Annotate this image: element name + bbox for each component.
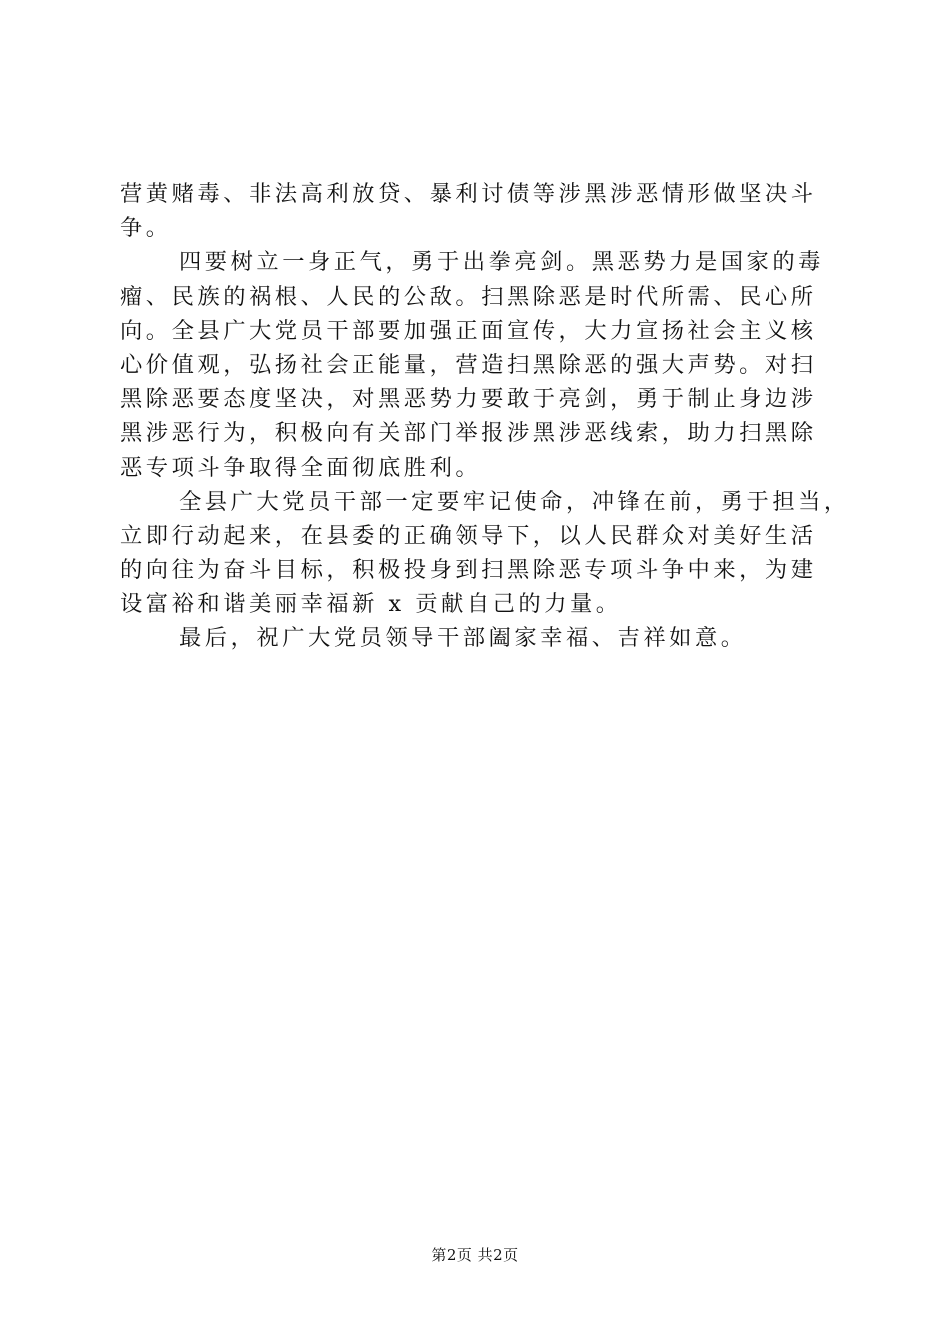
text-line: 四要树立一身正气，勇于出拳亮剑。黑恶势力是国家的毒 bbox=[179, 249, 824, 276]
text-line: 的向往为奋斗目标，积极投身到扫黑除恶专项斗争中来，为建 bbox=[120, 557, 817, 584]
text-line: 向。全县广大党员干部要加强正面宣传，大力宣扬社会主义核 bbox=[120, 317, 817, 344]
text-line: 心价值观，弘扬社会正能量，营造扫黑除恶的强大声势。对扫 bbox=[120, 351, 817, 378]
text-line: 营黄赌毒、非法高利放贷、暴利讨债等涉黑涉恶情形做坚决斗 bbox=[120, 181, 817, 207]
text-line: 争。 bbox=[120, 215, 172, 242]
text-line: 全县广大党员干部一定要牢记使命，冲锋在前，勇于担当， bbox=[179, 488, 850, 515]
text-line: 黑除恶要态度坚决，对黑恶势力要敢于亮剑，勇于制止身边涉 bbox=[120, 386, 817, 413]
text-line: 立即行动起来，在县委的正确领导下，以人民群众对美好生活 bbox=[120, 522, 817, 549]
text-line: 黑涉恶行为，积极向有关部门举报涉黑涉恶线索，助力扫黑除 bbox=[120, 420, 817, 447]
text-line: 恶专项斗争取得全面彻底胜利。 bbox=[120, 454, 482, 481]
text-line: 最后，祝广大党员领导干部阖家幸福、吉祥如意。 bbox=[179, 625, 747, 652]
text-line: 设富裕和谐美丽幸福新 x 贡献自己的力量。 bbox=[120, 591, 622, 618]
page-number-footer: 第2页 共2页 bbox=[431, 1246, 519, 1264]
text-line: 瘤、民族的祸根、人民的公敌。扫黑除恶是时代所需、民心所 bbox=[120, 283, 817, 310]
document-body bbox=[120, 177, 850, 656]
